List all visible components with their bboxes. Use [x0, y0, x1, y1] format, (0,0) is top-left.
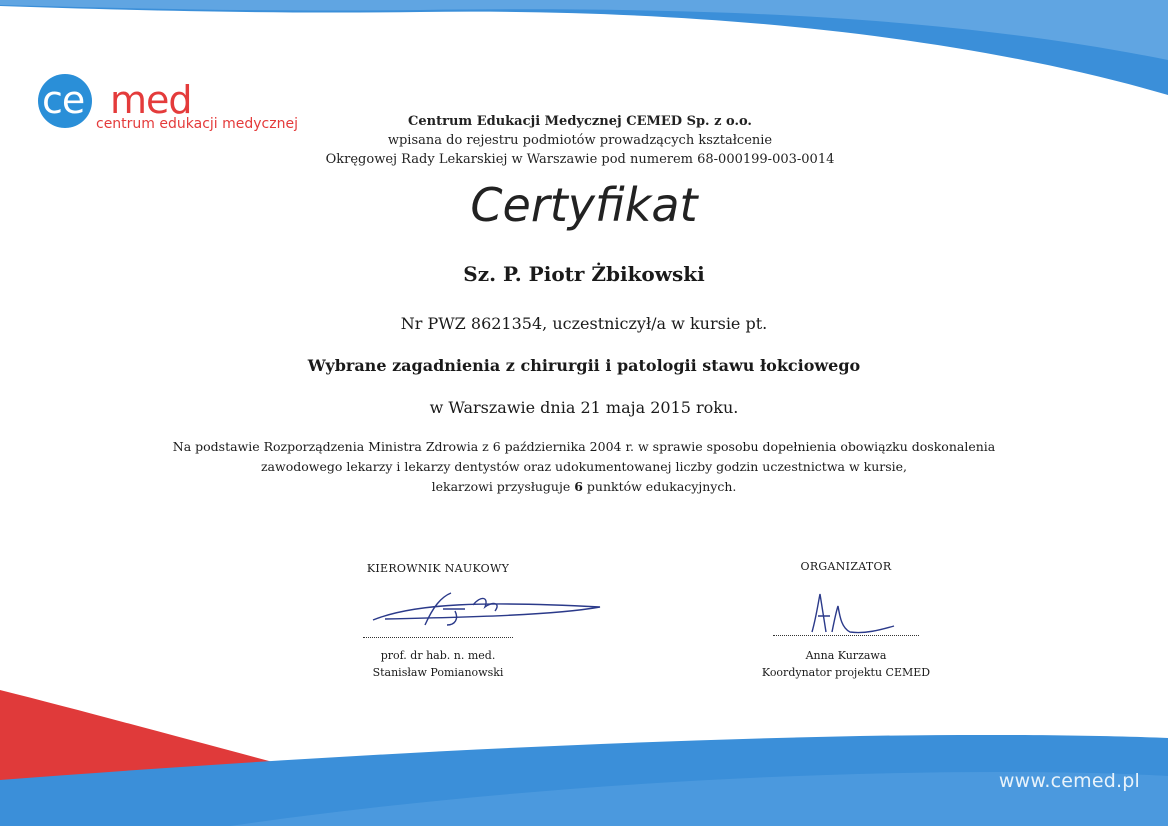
organizer-label: ORGANIZATOR: [800, 560, 892, 573]
organization-header: [200, 112, 960, 169]
logo-subtitle: centrum edukacji medycznej: [96, 116, 298, 132]
scientific-director-signature-line: [363, 636, 513, 638]
scientific-director-name: Stanisław Pomianowski: [372, 666, 504, 679]
legal-basis: [90, 437, 1078, 497]
pwz-line: Nr PWZ 8621354, uczestniczył/a w kursie pt.: [400, 314, 768, 333]
scientific-director-signature: [355, 585, 605, 635]
organizer-signature-line: [773, 634, 919, 636]
organizer-role: Koordynator projektu CEMED: [761, 666, 931, 679]
scientific-director-label: KIEROWNIK NAUKOWY: [366, 562, 510, 575]
legal-line-2: zawodowego lekarzy i lekarzy dentystów oraz udokumentowanej liczby godzin uczestnictwa w kursie,: [260, 459, 908, 474]
recipient-name: Sz. P. Piotr Żbikowski: [463, 262, 705, 286]
organizer-signature: [790, 588, 910, 638]
registry-number-line: Okręgowej Rady Lekarskiej w Warszawie pod numerem 68-000199-003-0014: [325, 152, 835, 167]
legal-line-1: Na podstawie Rozporządzenia Ministra Zdrowia z 6 października 2004 r. w sprawie sposobu dopełnienia obowiązku doskonalenia: [172, 439, 996, 454]
education-points: 6: [574, 479, 583, 494]
registry-line: wpisana do rejestru podmiotów prowadzących kształcenie: [387, 133, 773, 148]
date-line: w Warszawie dnia 21 maja 2015 roku.: [429, 398, 739, 417]
scientific-director-details: [318, 647, 558, 681]
certificate-title: Certyfikat: [470, 178, 698, 232]
website-link[interactable]: www.cemed.pl: [998, 770, 1140, 792]
scientific-director-title: prof. dr hab. n. med.: [380, 649, 496, 662]
legal-line-3: [90, 477, 1078, 497]
course-title: Wybrane zagadnienia z chirurgii i patologii stawu łokciowego: [307, 356, 861, 375]
logo-med-text: med: [110, 78, 192, 122]
legal-line-3-prefix: lekarzowi przysługuje: [431, 479, 575, 494]
logo-ce-text: ce: [42, 78, 85, 122]
legal-line-3-suffix: punktów edukacyjnych.: [582, 479, 737, 494]
organization-name: Centrum Edukacji Medycznej CEMED Sp. z o.o.: [408, 114, 752, 129]
organizer-name: Anna Kurzawa: [805, 649, 887, 662]
organizer-details: [726, 647, 966, 681]
